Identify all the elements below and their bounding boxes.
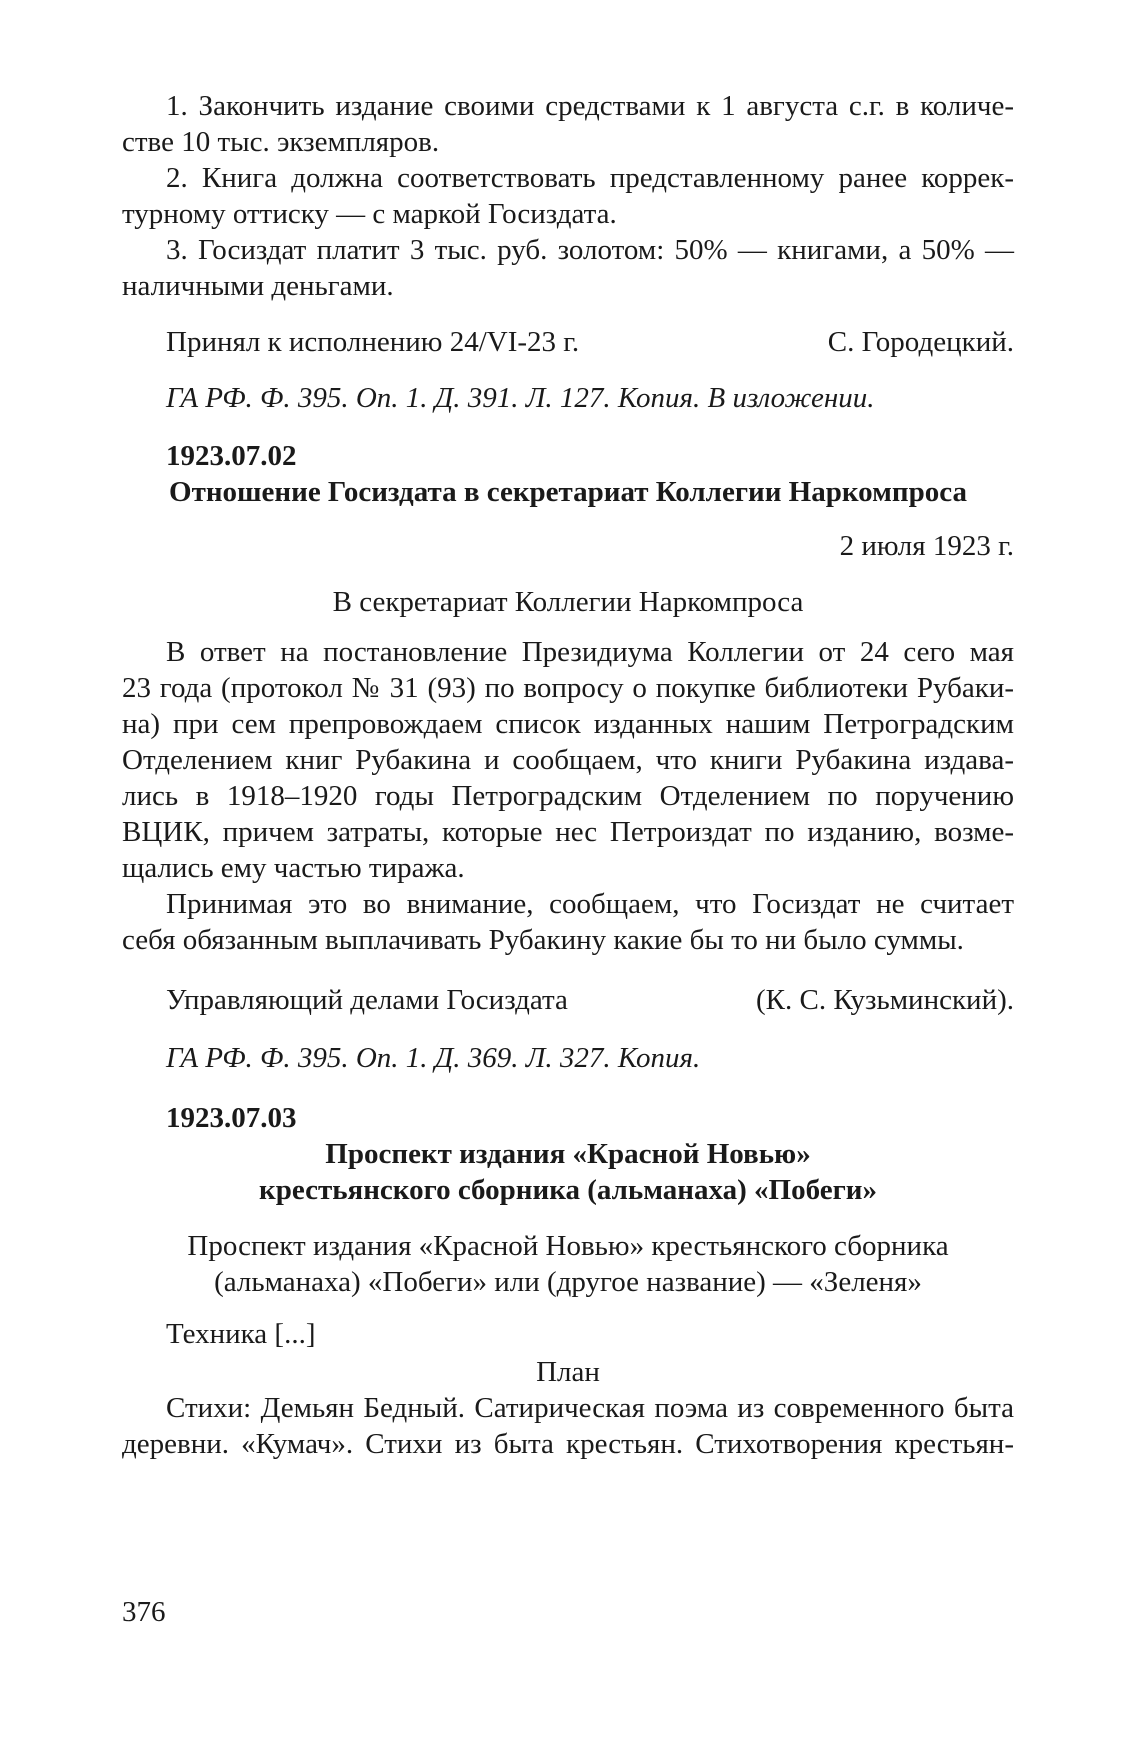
document-paragraph-1 (122, 634, 1014, 886)
archive-reference: ГА РФ. Ф. 395. Оп. 1. Д. 391. Л. 127. Копия. В изложении. (166, 382, 875, 414)
paragraph-line: себя обязанным выплачивать Рубакину какие бы то ни было суммы. (122, 924, 964, 956)
signature-right: С. Городецкий. (827, 326, 1014, 358)
item-2-line-1: 2. Книга должна соответствовать представленному ранее коррек- (166, 162, 1014, 194)
document-number: 1923.07.02 (166, 440, 297, 472)
document-date: 2 июля 1923 г. (839, 530, 1014, 562)
item-2-line-2: турному оттиску — с маркой Госиздата. (122, 198, 617, 230)
signature-right: (К. С. Кузьминский). (756, 984, 1014, 1016)
document-subtitle-line-1: Проспект издания «Красной Новью» крестьянского сборника (187, 1230, 949, 1262)
paragraph-line: лись в 1918–1920 годы Петроградским Отделением по поручению (122, 780, 1014, 812)
signature-left: Принял к исполнению 24/VI-23 г. (166, 326, 580, 358)
paragraph-line: деревни. «Кумач». Стихи из быта крестьян. Стихотворения крестьян- (122, 1428, 1014, 1460)
paragraph-line: Отделением книг Рубакина и сообщаем, что книги Рубакина издава- (122, 744, 1014, 776)
paragraph-line: 23 года (протокол № 31 (93) по вопросу о покупке библиотеки Рубаки- (122, 672, 1014, 704)
item-3-line-2: наличными деньгами. (122, 270, 394, 302)
paragraph-line: на) при сем препровождаем список изданных нашим Петроградским (122, 708, 1014, 740)
document-subtitle-line-2: (альманаха) «Побеги» или (другое название) — «Зеленя» (214, 1266, 922, 1298)
document-addressee: В секретариат Коллегии Наркомпроса (332, 586, 804, 618)
paragraph-line: В ответ на постановление Президиума Коллегии от 24 сего мая (166, 636, 1014, 668)
technique-line: Техника [...] (166, 1318, 316, 1350)
archive-reference: ГА РФ. Ф. 395. Оп. 1. Д. 369. Л. 327. Копия. (166, 1042, 701, 1074)
document-paragraph-2 (122, 886, 1014, 958)
document-title: Отношение Госиздата в секретариат Коллегии Наркомпроса (169, 476, 967, 508)
signature-line-1 (122, 324, 1014, 360)
paragraph-line: Стихи: Демьян Бедный. Сатирическая поэма из современного быта (166, 1392, 1014, 1424)
signature-line-2 (122, 982, 1014, 1018)
document-title-line-1: Проспект издания «Красной Новью» (325, 1138, 811, 1170)
document-number: 1923.07.03 (166, 1102, 297, 1134)
paragraph-line: щались ему частью тиража. (122, 852, 465, 884)
paragraph-line: ВЦИК, причем затраты, которые нес Петроиздат по изданию, возме- (122, 816, 1014, 848)
page-content (122, 88, 1014, 1462)
signature-left: Управляющий делами Госиздата (166, 984, 568, 1016)
item-3-line-1: 3. Госиздат платит 3 тыс. руб. золотом: 50% — книгами, а 50% — (166, 234, 1014, 266)
plan-heading: План (536, 1356, 600, 1388)
item-1-line-1: 1. Закончить издание своими средствами к 1 августа с.г. в количе- (166, 90, 1014, 122)
paragraph-line: Принимая это во внимание, сообщаем, что Госиздат не считает (166, 888, 1014, 920)
document-title-line-2: крестьянского сборника (альманаха) «Побеги» (259, 1174, 877, 1206)
item-1-line-2: стве 10 тыс. экземпляров. (122, 126, 440, 158)
page-number: 376 (122, 1596, 166, 1628)
